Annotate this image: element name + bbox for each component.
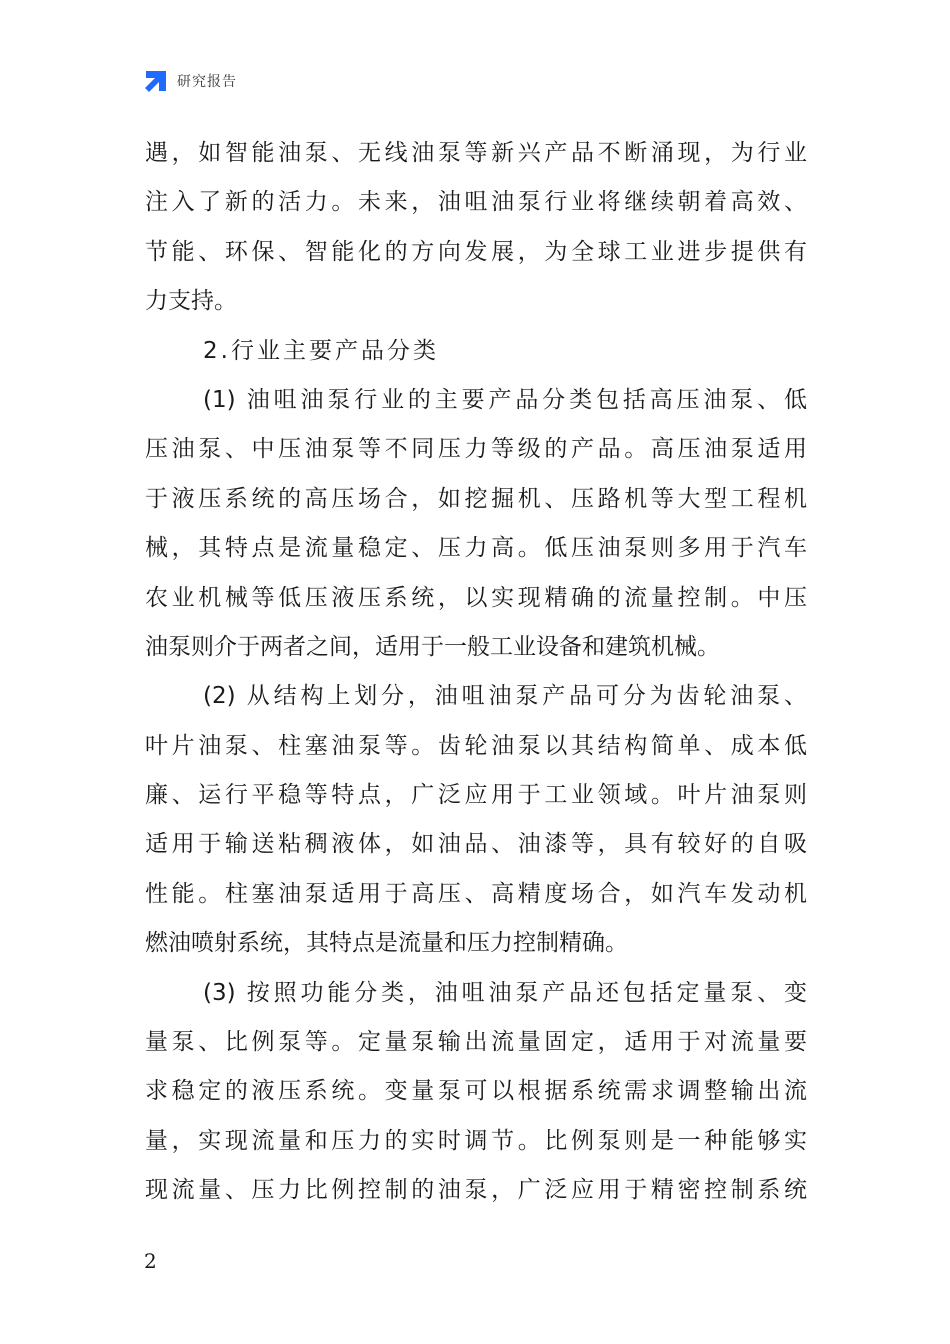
paragraph-line: 适用于输送粘稠液体，如油品、油漆等，具有较好的自吸 [145, 831, 807, 858]
page-number: 2 [144, 1249, 157, 1273]
paragraph-line: (1) 油咀油泵行业的主要产品分类包括高压油泵、低 [203, 386, 807, 413]
paragraph-line: 遇，如智能油泵、无线油泵等新兴产品不断涌现，为行业 [145, 140, 807, 166]
paragraph-line: 节能、环保、智能化的方向发展，为全球工业进步提供有 [145, 238, 807, 265]
arrow-up-right-icon [143, 68, 169, 94]
paragraph-line: 求稳定的液压系统。变量泵可以根据系统需求调整输出流 [145, 1078, 807, 1105]
paragraph-line: (2) 从结构上划分，油咀油泵产品可分为齿轮油泵、 [203, 683, 807, 710]
paragraph-line: 械，其特点是流量稳定、压力高。低压油泵则多用于汽车 [145, 535, 807, 562]
paragraph-line: 力支持。 [145, 288, 237, 315]
paragraph-line: 量泵、比例泵等。定量泵输出流量固定，适用于对流量要 [145, 1029, 807, 1056]
paragraph-line: 注入了新的活力。未来，油咀油泵行业将继续朝着高效、 [145, 189, 807, 216]
paragraph-line: 油泵则介于两者之间，适用于一般工业设备和建筑机械。 [145, 633, 720, 660]
paragraph-line: 量，实现流量和压力的实时调节。比例泵则是一种能够实 [145, 1127, 807, 1154]
paragraph-line: (3) 按照功能分类，油咀油泵产品还包括定量泵、变 [203, 979, 807, 1006]
section-heading: 2.行业主要产品分类 [203, 337, 439, 364]
document-body [145, 129, 807, 1216]
paragraph-line: 叶片油泵、柱塞油泵等。齿轮油泵以其结构简单、成本低 [145, 732, 807, 759]
report-header-title: 研究报告 [177, 74, 237, 90]
paragraph-line: 压油泵、中压油泵等不同压力等级的产品。高压油泵适用 [145, 436, 807, 463]
paragraph-line: 性能。柱塞油泵适用于高压、高精度场合，如汽车发动机 [145, 880, 807, 907]
paragraph-line: 现流量、压力比例控制的油泵，广泛应用于精密控制系统 [145, 1177, 807, 1204]
report-header [143, 66, 237, 96]
paragraph-line: 燃油喷射系统，其特点是流量和压力控制精确。 [145, 930, 628, 957]
paragraph-line: 于液压系统的高压场合，如挖掘机、压路机等大型工程机 [145, 485, 807, 512]
paragraph-line: 农业机械等低压液压系统，以实现精确的流量控制。中压 [145, 584, 807, 611]
paragraph-line: 廉、运行平稳等特点，广泛应用于工业领域。叶片油泵则 [145, 782, 807, 809]
